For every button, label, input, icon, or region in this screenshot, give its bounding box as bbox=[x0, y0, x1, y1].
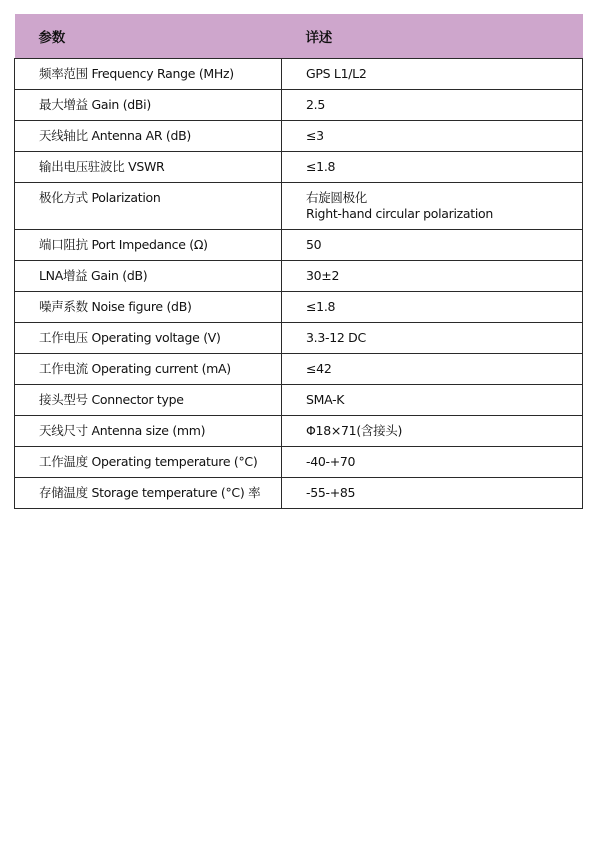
spec-table bbox=[14, 14, 583, 509]
table-row bbox=[15, 354, 583, 385]
detail-cell bbox=[282, 478, 583, 509]
table-row bbox=[15, 121, 583, 152]
detail-cell bbox=[282, 90, 583, 121]
param-cell: 存储温度 Storage temperature (°C) 率 bbox=[15, 478, 282, 509]
table-row bbox=[15, 323, 583, 354]
table-header bbox=[15, 14, 583, 59]
detail-line: 右旋圆极化 bbox=[306, 190, 368, 205]
param-cell: 工作电流 Operating current (mA) bbox=[15, 354, 282, 385]
table-row bbox=[15, 416, 583, 447]
detail-cell bbox=[282, 261, 583, 292]
param-cell: 天线轴比 Antenna AR (dB) bbox=[15, 121, 282, 152]
param-cell: 天线尺寸 Antenna size (mm) bbox=[15, 416, 282, 447]
detail-line: ≤42 bbox=[306, 361, 332, 376]
table-row bbox=[15, 447, 583, 478]
detail-line: -55-+85 bbox=[306, 485, 356, 500]
param-cell: 频率范围 Frequency Range (MHz) bbox=[15, 59, 282, 90]
detail-cell bbox=[282, 354, 583, 385]
detail-cell bbox=[282, 447, 583, 478]
detail-cell bbox=[282, 323, 583, 354]
header-detail: 详述 bbox=[282, 14, 583, 59]
detail-cell bbox=[282, 152, 583, 183]
detail-cell bbox=[282, 385, 583, 416]
table-row bbox=[15, 385, 583, 416]
param-cell: 噪声系数 Noise figure (dB) bbox=[15, 292, 282, 323]
table-row bbox=[15, 292, 583, 323]
param-cell: 极化方式 Polarization bbox=[15, 183, 282, 230]
detail-line: SMA-K bbox=[306, 392, 345, 407]
detail-line: 50 bbox=[306, 237, 322, 252]
detail-line: 3.3-12 DC bbox=[306, 330, 366, 345]
table-row bbox=[15, 261, 583, 292]
param-cell: LNA增益 Gain (dB) bbox=[15, 261, 282, 292]
detail-cell bbox=[282, 230, 583, 261]
detail-line: GPS L1/L2 bbox=[306, 66, 367, 81]
detail-cell bbox=[282, 121, 583, 152]
table-row bbox=[15, 478, 583, 509]
detail-cell bbox=[282, 183, 583, 230]
param-cell: 接头型号 Connector type bbox=[15, 385, 282, 416]
table-row bbox=[15, 152, 583, 183]
header-param: 参数 bbox=[15, 14, 282, 59]
detail-line: 2.5 bbox=[306, 97, 325, 112]
detail-line: -40-+70 bbox=[306, 454, 356, 469]
table-row bbox=[15, 183, 583, 230]
param-cell: 最大增益 Gain (dBi) bbox=[15, 90, 282, 121]
param-cell: 输出电压驻波比 VSWR bbox=[15, 152, 282, 183]
param-cell: 工作温度 Operating temperature (°C) bbox=[15, 447, 282, 478]
table-body bbox=[15, 59, 583, 509]
detail-cell bbox=[282, 416, 583, 447]
detail-line: 30±2 bbox=[306, 268, 340, 283]
detail-cell bbox=[282, 59, 583, 90]
detail-cell bbox=[282, 292, 583, 323]
header-row bbox=[15, 14, 583, 59]
detail-line: Right-hand circular polarization bbox=[306, 206, 493, 221]
table-row bbox=[15, 90, 583, 121]
detail-line: ≤1.8 bbox=[306, 299, 336, 314]
param-cell: 端口阻抗 Port Impedance (Ω) bbox=[15, 230, 282, 261]
detail-line: ≤1.8 bbox=[306, 159, 336, 174]
table-row bbox=[15, 59, 583, 90]
param-cell: 工作电压 Operating voltage (V) bbox=[15, 323, 282, 354]
detail-line: Φ18×71(含接头) bbox=[306, 423, 403, 438]
table-row bbox=[15, 230, 583, 261]
detail-line: ≤3 bbox=[306, 128, 324, 143]
